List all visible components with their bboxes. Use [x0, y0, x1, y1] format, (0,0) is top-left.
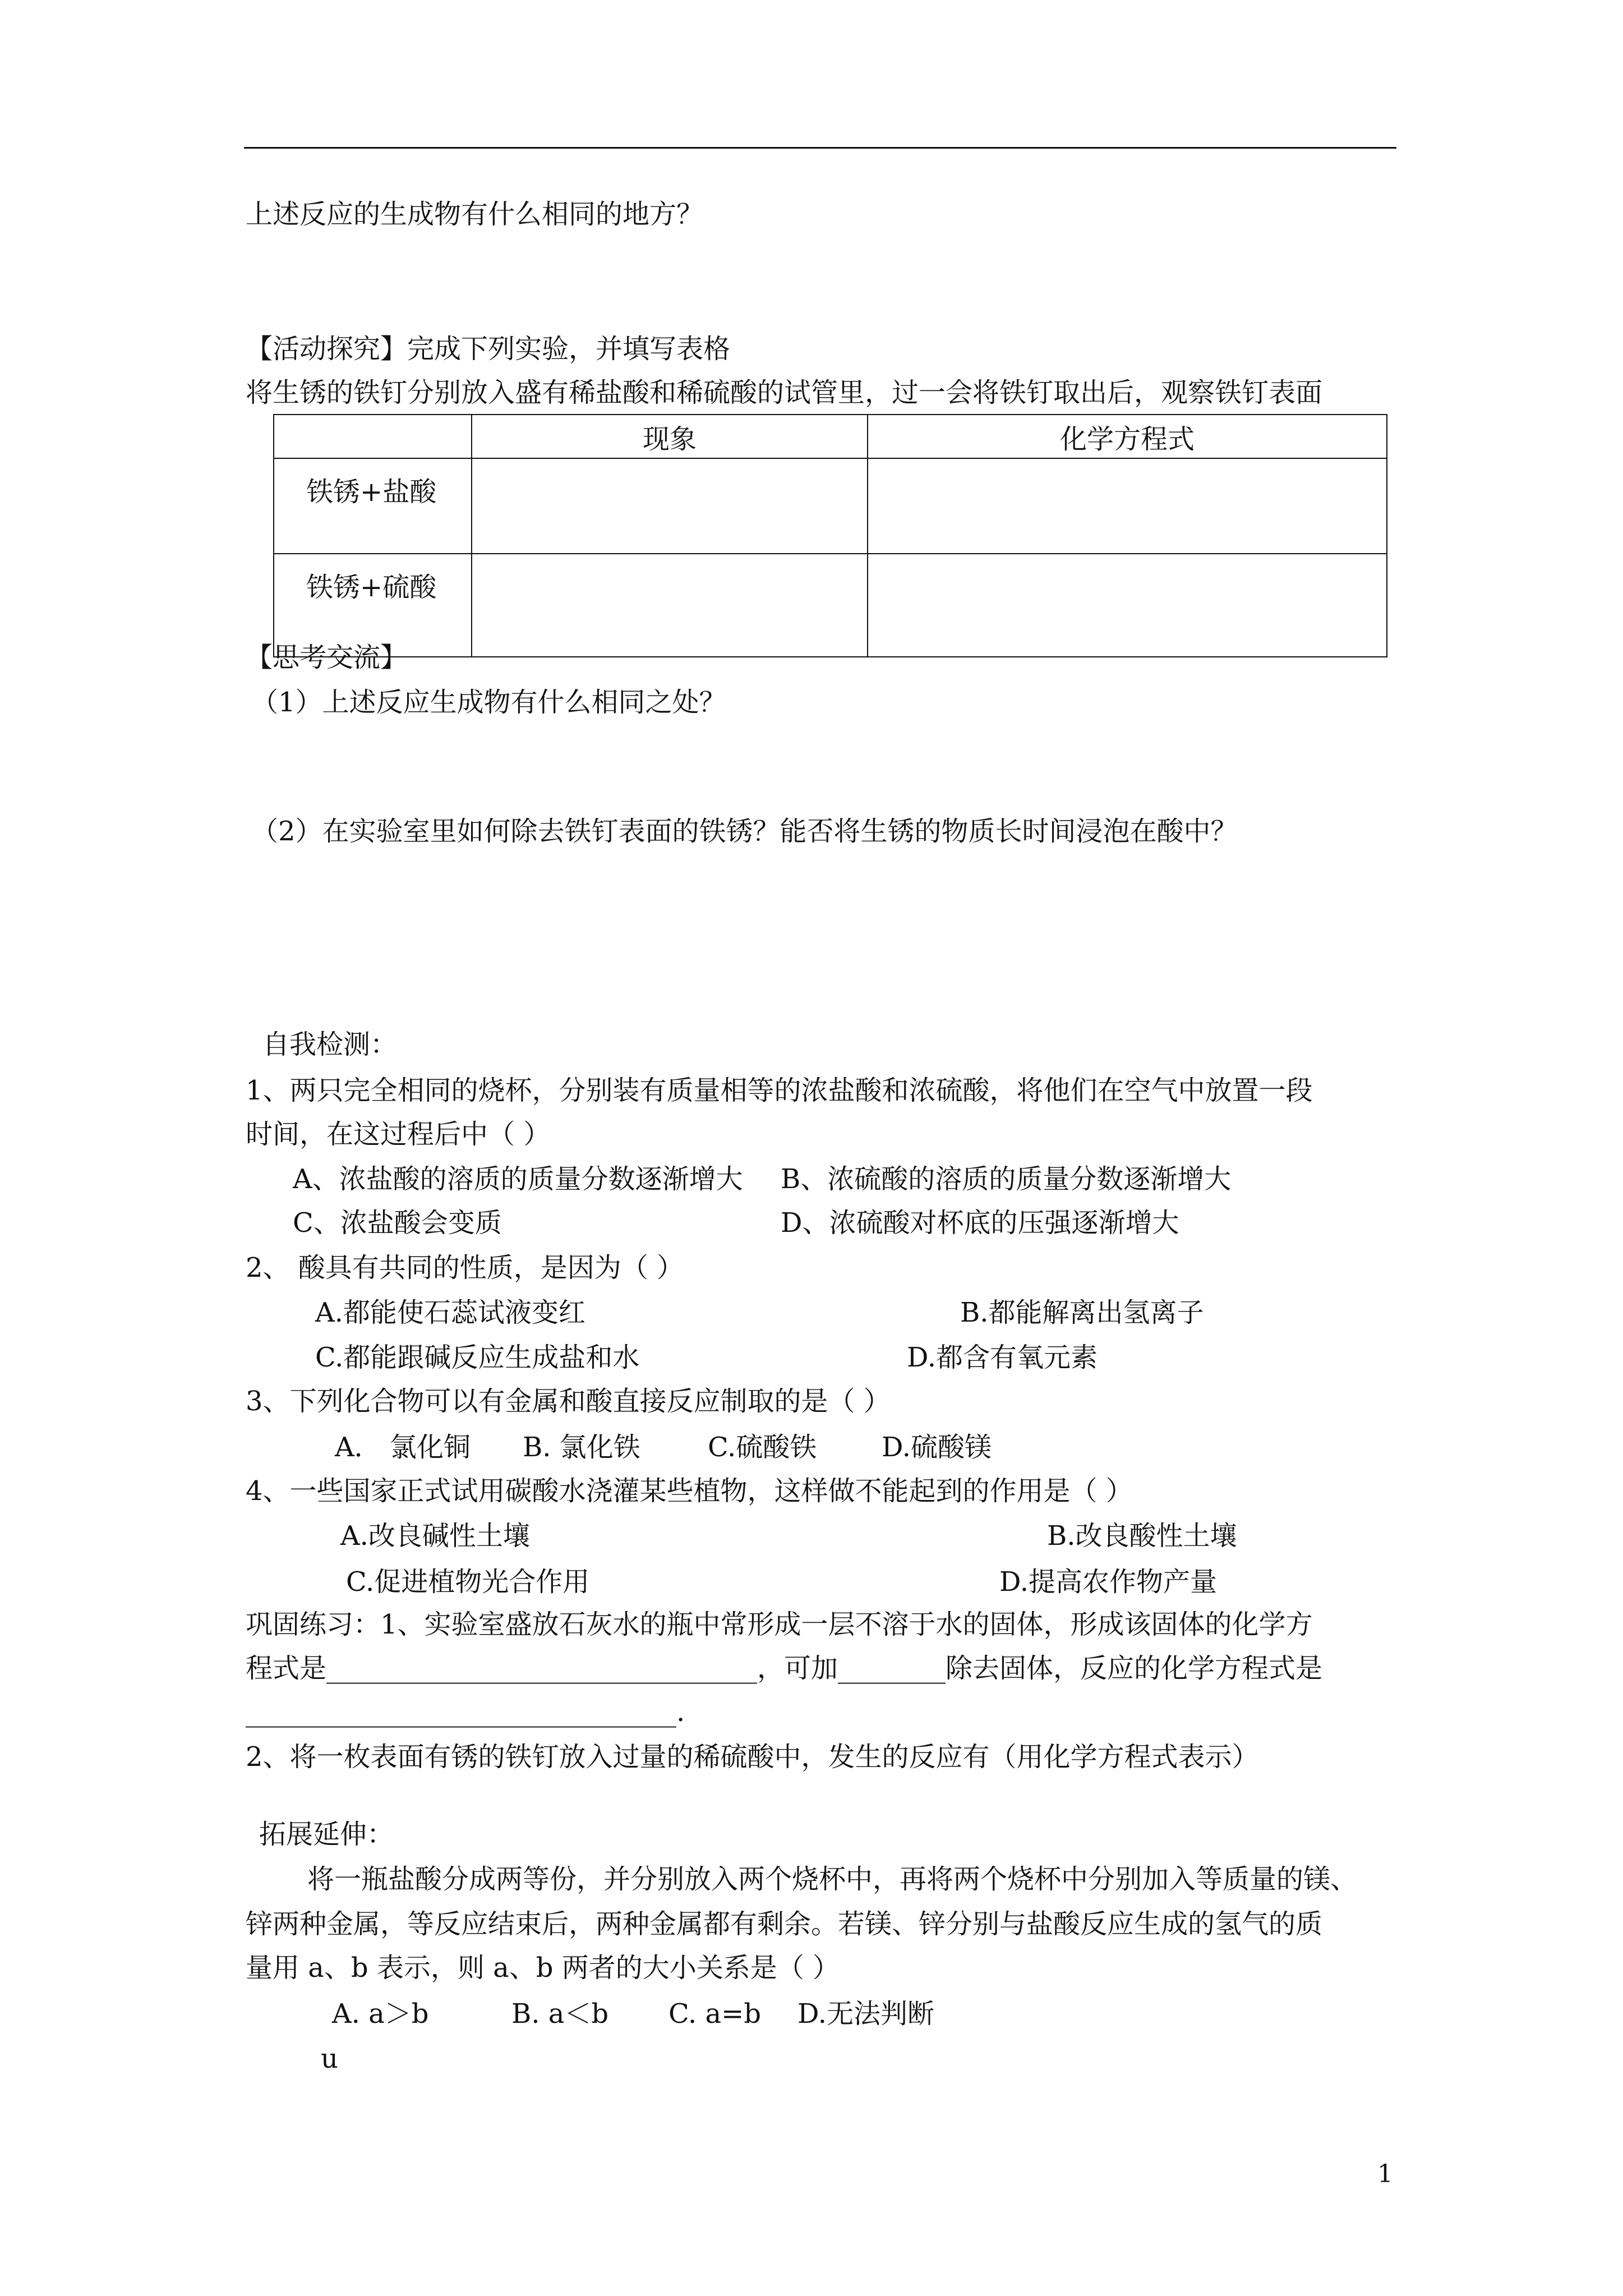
experiment-table [273, 414, 1387, 657]
table-header-cell: 现象 [472, 415, 868, 458]
thinking-question-2: （2）在实验室里如何除去铁钉表面的铁锈？能否将生锈的物质长时间浸泡在酸中？ [251, 816, 1238, 847]
practice-line-1: 巩固练习：1、实验室盛放石灰水的瓶中常形成一层不溶于水的固体，形成该固体的化学方 [246, 1609, 1313, 1640]
q2-option-d: D.都含有氧元素 [907, 1342, 1098, 1373]
activity-heading: 【活动探究】完成下列实验，并填写表格 [246, 333, 731, 365]
q3-option-d: D.硫酸镁 [882, 1432, 992, 1463]
table-row [274, 458, 1387, 554]
q3-option-b: B. 氯化铁 [523, 1432, 640, 1463]
self-check-q2: 2、 酸具有共同的性质，是因为（ ） [246, 1252, 684, 1283]
practice-question-2: 2、将一枚表面有锈的铁钉放入过量的稀硫酸中，发生的反应有（用化学方程式表示） [246, 1741, 1259, 1773]
q4-option-d: D.提高农作物产量 [999, 1566, 1218, 1598]
intro-question: 上述反应的生成物有什么相同的地方？ [246, 199, 704, 230]
practice-line-3: ________________________________. [246, 1696, 685, 1728]
stray-character: u [321, 2043, 338, 2074]
activity-description: 将生锈的铁钉分别放入盛有稀盐酸和稀硫酸的试管里，过一会将铁钉取出后，观察铁钉表面 [246, 377, 1323, 408]
q2-option-a: A.都能使石蕊试液变红 [315, 1297, 585, 1328]
extension-line-2: 锌两种金属，等反应结束后，两种金属都有剩余。若镁、锌分别与盐酸反应生成的氢气的质 [246, 1908, 1323, 1940]
extension-line-3: 量用 a、b 表示，则 a、b 两者的大小关系是（ ） [246, 1952, 840, 1984]
extension-option-d: D.无法判断 [797, 1998, 935, 2030]
q1-option-b: B、浓硫酸的溶质的质量分数逐渐增大 [781, 1163, 1232, 1195]
extension-option-a: A. a＞b [332, 1998, 429, 2030]
q4-option-c: C.促进植物光合作用 [346, 1566, 590, 1598]
table-cell [868, 554, 1387, 657]
header-rule [244, 147, 1396, 149]
table-header-cell: 化学方程式 [868, 415, 1387, 458]
table-cell [868, 458, 1387, 554]
thinking-heading: 【思考交流】 [246, 642, 408, 673]
self-check-q4: 4、一些国家正式试用碳酸水浇灌某些植物，这样做不能起到的作用是（ ） [246, 1475, 1133, 1507]
table-row-label: 铁锈+盐酸 [274, 458, 472, 554]
table-cell [472, 554, 868, 657]
extension-heading: 拓展延伸： [259, 1819, 394, 1850]
table-row-label: 铁锈+硫酸 [274, 554, 472, 657]
page-number: 1 [1377, 2160, 1393, 2188]
self-check-q1-line2: 时间，在这过程后中（ ） [246, 1119, 551, 1150]
practice-line-2: 程式是________________________________，可加________除去固体，反应的化学方程式是 [246, 1653, 1323, 1684]
table-row [274, 554, 1387, 657]
q2-option-c: C.都能跟碱反应生成盐和水 [315, 1342, 640, 1373]
q2-option-b: B.都能解离出氢离子 [960, 1297, 1204, 1328]
q4-option-a: A.改良碱性土壤 [340, 1520, 530, 1552]
thinking-question-1: （1）上述反应生成物有什么相同之处？ [251, 687, 726, 718]
table-cell [472, 458, 868, 554]
q1-option-c: C、浓盐酸会变质 [293, 1207, 502, 1239]
extension-option-b: B. a＜b [511, 1998, 609, 2030]
extension-option-c: C. a=b [668, 1998, 762, 2030]
q1-option-a: A、浓盐酸的溶质的质量分数逐渐增大 [293, 1163, 743, 1195]
q3-option-a: A． 氯化铜 [335, 1432, 471, 1463]
self-check-q3: 3、下列化合物可以有金属和酸直接反应制取的是（ ） [246, 1386, 891, 1417]
q3-option-c: C.硫酸铁 [708, 1432, 817, 1463]
q4-option-b: B.改良酸性土壤 [1047, 1520, 1237, 1552]
extension-line-1: 将一瓶盐酸分成两等份，并分别放入两个烧杯中，再将两个烧杯中分别加入等质量的镁、 [307, 1864, 1358, 1895]
q1-option-d: D、浓硫酸对杯底的压强逐渐增大 [781, 1207, 1179, 1239]
table-header-row [274, 415, 1387, 458]
self-check-q1-line1: 1、两只完全相同的烧杯，分别装有质量相等的浓盐酸和浓硫酸，将他们在空气中放置一段 [246, 1075, 1313, 1106]
self-check-heading: 自我检测： [262, 1029, 398, 1060]
table-header-cell [274, 415, 472, 458]
